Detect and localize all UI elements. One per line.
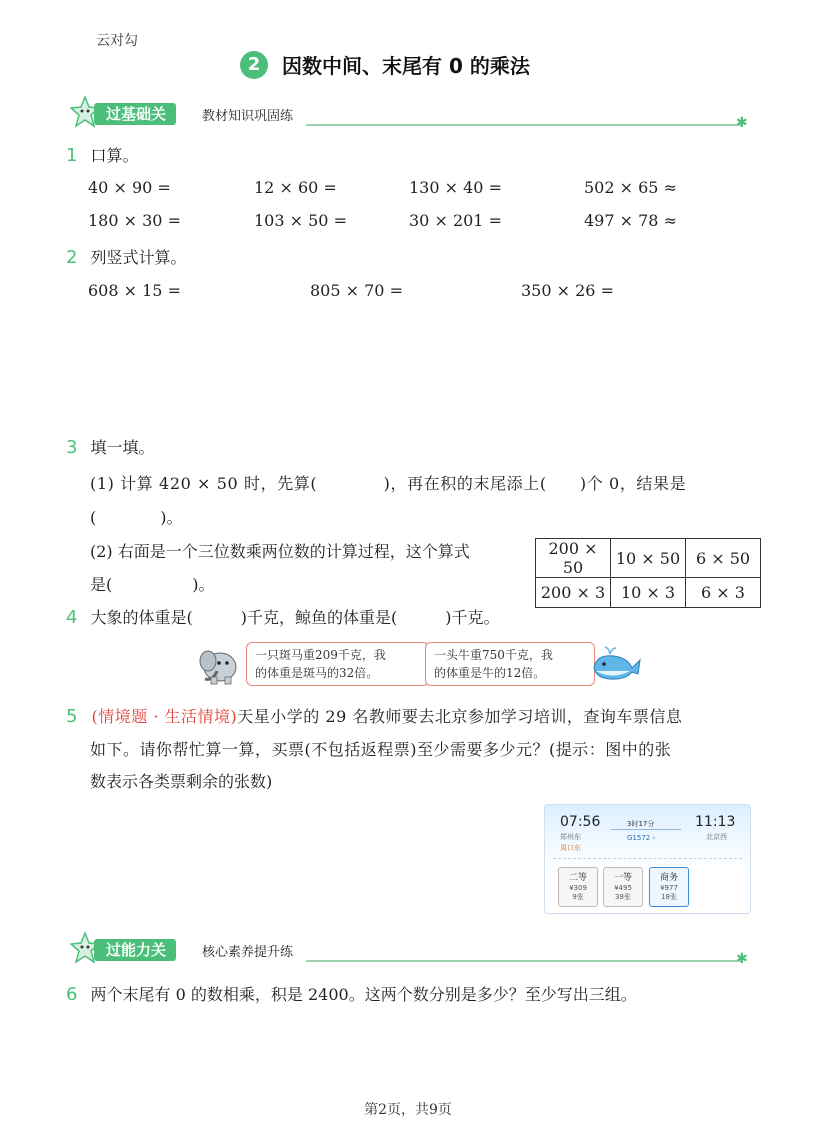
table-cell: 6 × 50 [686, 539, 761, 578]
brand-label: 云对勾 [96, 33, 138, 49]
question-text: 大象的体重是( )千克，鲸鱼的体重是( )千克。 [90, 608, 500, 627]
whale-icon [590, 646, 642, 684]
question-text: 填一填。 [90, 438, 155, 457]
seat-name: 商务 [659, 873, 678, 883]
oral-calc-item: 40 × 90 = [88, 178, 171, 197]
vertical-calc-item: 350 × 26 = [521, 281, 614, 300]
section-bar-basic [70, 100, 750, 130]
section-label: 过基础关 [94, 103, 176, 125]
question-number: 6 [66, 984, 78, 1005]
lesson-number-badge: 2 [240, 51, 268, 79]
oral-calc-item: 502 × 65 ≈ [584, 178, 677, 197]
section-subtitle: 教材知识巩固练 [202, 109, 294, 124]
elephant-icon [195, 643, 241, 685]
page-header [240, 50, 530, 79]
page-footer: 第2页，共9页 [364, 1102, 452, 1118]
seat-option-business[interactable] [649, 867, 689, 907]
oral-calc-item: 497 × 78 ≈ [584, 211, 677, 230]
train-ticket-card [544, 804, 751, 914]
table-cell: 10 × 50 [611, 539, 686, 578]
oral-calc-item: 130 × 40 = [409, 178, 502, 197]
table-cell: 10 × 3 [611, 578, 686, 608]
calc-process-table [535, 538, 761, 608]
trip-duration: 3时17分 [627, 820, 655, 828]
seat-price: ¥495 [614, 884, 632, 892]
bubble-line: 一头牛重750千克，我 [434, 648, 553, 662]
bubble-line: 的体重是牛的12倍。 [434, 666, 546, 680]
seat-left: 9张 [572, 893, 584, 901]
question-number: 5 [66, 706, 78, 727]
question-text: 天星小学的 29 名教师要去北京参加学习培训，查询车票信息 [237, 707, 683, 726]
section-divider [306, 960, 742, 962]
question-5-line-3: 数表示各类票剩余的张数) [90, 772, 273, 791]
question-3-title [66, 435, 155, 458]
page-title: 因数中间、末尾有 0 的乘法 [282, 54, 530, 78]
cow-hint-bubble [425, 642, 595, 686]
question-3-part-1-line-2: ( )。 [90, 508, 183, 527]
question-5-line-2: 如下。请你帮忙算一算，买票(不包括返程票)至少需要多少元？(提示：图中的张 [90, 740, 672, 759]
question-number: 3 [66, 437, 78, 458]
bubble-line: 一只斑马重209千克，我 [255, 648, 386, 662]
seat-option-second[interactable] [558, 867, 598, 907]
question-number: 4 [66, 607, 78, 628]
seat-price: ¥977 [660, 884, 678, 892]
question-3-part-2-line-1: (2) 右面是一个三位数乘两位数的计算过程，这个算式 [90, 542, 470, 561]
seat-name: 一等 [613, 873, 632, 883]
seat-name: 二等 [568, 873, 587, 883]
arrive-station: 北京西 [706, 833, 727, 841]
section-label: 过能力关 [94, 939, 176, 961]
question-number: 2 [66, 247, 78, 268]
question-text: 两个末尾有 0 的数相乘，积是 2400。这两个数分别是多少？至少写出三组。 [90, 985, 637, 1004]
seat-left: 18张 [661, 893, 677, 901]
vertical-calc-item: 608 × 15 = [88, 281, 181, 300]
question-text: 口算。 [90, 146, 139, 165]
oral-calc-item: 12 × 60 = [254, 178, 337, 197]
star-end-icon: ✱ [736, 951, 748, 967]
route-arrow [611, 829, 681, 830]
question-1-title [66, 143, 139, 166]
oral-calc-item: 103 × 50 = [254, 211, 347, 230]
arrive-time: 11:13 [695, 814, 736, 830]
transfer-station: 周口东 [560, 844, 581, 852]
seat-left: 38张 [615, 893, 631, 901]
depart-station: 郑州东 [560, 833, 581, 841]
question-3-part-2-line-2: 是( )。 [90, 575, 215, 594]
table-cell: 200 × 50 [536, 539, 611, 578]
question-6 [66, 982, 637, 1005]
question-number: 1 [66, 145, 78, 166]
question-2-title [66, 245, 187, 268]
question-4 [66, 605, 500, 628]
oral-calc-item: 30 × 201 = [409, 211, 502, 230]
oral-calc-item: 180 × 30 = [88, 211, 181, 230]
section-bar-ability [70, 936, 750, 966]
section-subtitle: 核心素养提升练 [202, 945, 294, 960]
vertical-calc-item: 805 × 70 = [310, 281, 403, 300]
zebra-hint-bubble [246, 642, 429, 686]
question-text: 列竖式计算。 [90, 248, 187, 267]
table-cell: 6 × 3 [686, 578, 761, 608]
question-tag: (情境题 · 生活情境) [91, 707, 238, 726]
section-divider [306, 124, 742, 126]
star-end-icon: ✱ [736, 115, 748, 131]
depart-time: 07:56 [560, 814, 601, 830]
table-cell: 200 × 3 [536, 578, 611, 608]
bubble-line: 的体重是斑马的32倍。 [255, 666, 379, 680]
ticket-divider [553, 858, 742, 859]
train-number: G1572 › [627, 834, 656, 842]
seat-option-first[interactable] [603, 867, 643, 907]
question-3-part-1-line-1: (1) 计算 420 × 50 时，先算( )，再在积的末尾添上( )个 0，结果是 [90, 474, 687, 493]
seat-price: ¥309 [569, 884, 587, 892]
question-5-line-1 [66, 704, 682, 727]
